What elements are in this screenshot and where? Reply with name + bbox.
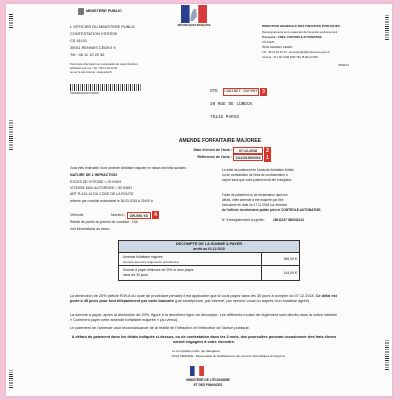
- row-amount: 180,00 €: [283, 256, 297, 261]
- margin-barcode: [385, 340, 389, 370]
- reference-value: 11111019000016: [235, 155, 261, 160]
- infraction-line: VITESSE MAX AUTORISEE = 50 KM/H: [70, 186, 132, 190]
- annotation-badge-4: 4: [152, 211, 159, 219]
- enforcement-line: expiré sans que votre paiement ait été enregistré.: [222, 178, 292, 182]
- dgfip-line: Trésorerie : TRES. CONTROLE AUTOMATISE: [262, 35, 322, 39]
- row-amount: 144,00 €: [283, 270, 297, 275]
- document-barcode: [70, 84, 142, 91]
- registry-label: N° d'enregistrement au greffe :: [222, 218, 266, 222]
- annotation-box-2: [233, 147, 263, 154]
- dgfip-title: DIRECTION GENERALE DES FINANCES PUBLIQUES: [262, 24, 340, 28]
- verso-note: Voir informations au verso.: [70, 227, 111, 231]
- margin-barcode: [9, 120, 13, 150]
- signature-name: David TERRADE - Responsable de l'établissement des services informatiques de Mayenne: [172, 354, 286, 358]
- enforcement-line: exécutoire en date du 27.11.2018 sur décision: [222, 203, 288, 207]
- recipient-prefix: STE: [210, 89, 218, 94]
- table-title: DECOMPTE DE LA SOMME A PAYER: [175, 242, 243, 246]
- row-label: Somme à payer diminuée de 20% si vous payez: [123, 268, 194, 272]
- discount-paragraph: [70, 294, 338, 304]
- marianne-logo-icon: [181, 5, 207, 23]
- row-sublabel: dans les 30 jours: [123, 273, 148, 277]
- ministry-footer-line: ET DES FINANCES: [193, 383, 223, 387]
- recipient-city: 75116 PARIS: [210, 115, 239, 120]
- registry-value: 18011247 360941413: [273, 218, 304, 222]
- recognition-paragraph: Le paiement de l'amende vaut reconnaissance de la réalité de l'infraction et l'extinction de l'action publique.: [70, 326, 250, 330]
- ministry-footer-line: MINISTÈRE DE L'ÉCONOMIE: [186, 378, 230, 382]
- table-divider: [261, 253, 262, 280]
- republic-label: RÉPUBLIQUE FRANÇAISE: [177, 24, 211, 27]
- sender-line: 35911 RENNES CEDEX 9: [70, 45, 116, 50]
- infraction-recorded: relevée par contrôle automatisé le 26.03.2018 à 21h00 à: [70, 199, 153, 203]
- recipient-street: 20 RUE DE LUBECK: [210, 102, 253, 107]
- annotation-badge-3: 3: [260, 88, 267, 96]
- enforcement-line: Le délai de paiement de l'amende forfaitaire initiale: [222, 168, 294, 172]
- infraction-line: EXCES DE VITESSE < 20 KM/H: [70, 180, 122, 184]
- dgfip-code: 350044: [338, 64, 349, 67]
- row-sublabel: (compte-tenu des règlements précédents): [123, 259, 179, 264]
- plate-number: DR-550-YD: [129, 213, 149, 218]
- table-row: [119, 266, 299, 280]
- enforcement-line: de l'officier du ministère public près le CONTROLE AUTOMATISE.: [222, 208, 322, 212]
- dgfip-line: 35911 RENNES CEDEX: [262, 45, 293, 49]
- enforcement-line: délais, cette amende a été majorée par titre: [222, 198, 284, 202]
- infraction-line: ART R.413-14 DU CODE DE LA ROUTE: [70, 192, 134, 196]
- enforcement-line: Faute de paiement ou de réclamation dans les: [222, 193, 288, 197]
- ministere-public-emblem-icon: [78, 8, 84, 15]
- annotation-box-3: [223, 88, 259, 96]
- enforcement-line: ou de contestation de l'avis de contravention a: [222, 173, 288, 177]
- dgfip-line: Tél : 08 11 10 10 10 ; amendes@dgfip.finances.gouv.fr: [262, 50, 330, 54]
- margin-barcode: [385, 14, 389, 40]
- reference-label: Référence de l'avis :: [197, 155, 232, 159]
- discount-text: (par smartphone, par internet, par serveur vocal ou auprès d'un buraliste agréé).: [174, 299, 311, 304]
- points-removal: Retrait de points du permis de conduire : OUI: [70, 220, 139, 224]
- table-header: [119, 241, 299, 253]
- contact-notice: adressez-vous au : Tél : 08 11 10 20 30: [70, 67, 118, 70]
- payment-paragraph: La somme à payer, après la diminution de 20%, figure à la deuxième ligne du décompte. Les différents modes de règlement sont décrits dans la notice intitulée « Comment payer cette amende forfaitaire majorée » (au verso).: [70, 313, 338, 323]
- recipient-name: CABINET DUPONT: [224, 90, 258, 94]
- discount-text: La diminution de 20% (article R49-8 du code de procédure pénale) n'est applicable que si vous payez dans les 30 jours à compter du 07.12.2018.: [70, 294, 316, 298]
- table-row: [119, 253, 299, 266]
- table-subtitle: arrêté au 01.12.2018: [193, 247, 225, 251]
- annotation-badge-1: 1: [264, 154, 271, 162]
- ministry-name: MINISTERE PUBLIC: [86, 9, 122, 13]
- sender-line: CS 41101: [70, 38, 88, 43]
- margin-barcode: [9, 14, 13, 28]
- infraction-heading: NATURE DE L'INFRACTION: [70, 173, 117, 177]
- dgfip-line: CS 41125: [262, 40, 275, 44]
- barcode-number: P0000000102218189: [70, 92, 99, 95]
- dgfip-line: Accueil : TLJ SF SAM PAR TEL 8H30-17H00: [262, 55, 318, 59]
- annotation-box-4: [127, 212, 151, 219]
- contact-notice: ou sur le site internet : www.antai.fr: [70, 71, 112, 74]
- vehicle-label: Véhicule: [70, 213, 84, 217]
- row-label: Amende forfaitaire majorée: [123, 254, 163, 259]
- margin-barcode: [9, 370, 13, 388]
- infraction-intro: Vous êtes redevable d'une amende forfaitaire majorée en raison des faits suivants :: [70, 166, 188, 170]
- dgfip-line: Renseignements sur le paiement de l'amende exclusivement: [262, 30, 338, 34]
- date-value: 07.12.2018: [239, 148, 257, 153]
- sender-line: CONTESTATION VITESSE: [70, 31, 118, 36]
- discount-text-bold: Ce délai est porté à 45 jours pour tout télépaiement par carte bancaire: [70, 294, 337, 304]
- date-label: Date d'envoi de l'avis :: [193, 148, 232, 152]
- signature-title: Le Comptable public, par délégation: [172, 349, 221, 353]
- notice-title: AMENDE FORFAITAIRE MAJOREE: [178, 138, 262, 144]
- annotation-badge-2: 2: [264, 147, 271, 155]
- ministry-logo-icon: [190, 366, 204, 376]
- sender-line: L OFFICIER DU MINISTERE PUBLIC: [70, 24, 136, 29]
- annotation-box-1: [233, 154, 263, 161]
- warning-paragraph: A défaut de paiement dans les délais indiqués ci-dessus, ou de contestation dans les 3 mois, des poursuites pouvant occasionner des frais élevés seront engagées à votre encontre.: [71, 335, 337, 345]
- contact-notice: Pour toute information ou contestation de cette infraction,: [70, 63, 139, 66]
- sender-line: Tél : 08 11 10 20 30: [70, 52, 105, 57]
- amount-breakdown-table: [118, 240, 300, 281]
- plate-label: Numéro :: [111, 213, 126, 217]
